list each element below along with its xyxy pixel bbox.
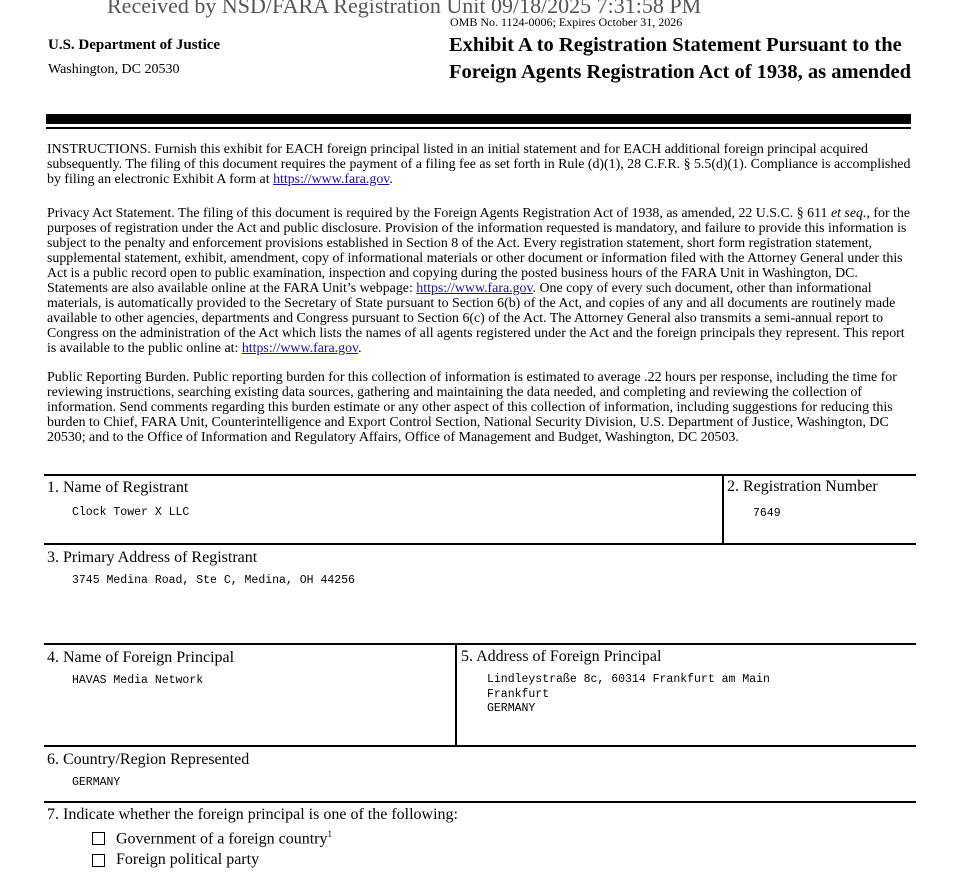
omb-number: OMB No. 1124-0006; Expires October 31, 2026 — [450, 15, 683, 29]
registrant-address-value: 3745 Medina Road, Ste C, Medina, OH 44256 — [72, 574, 355, 587]
registration-number-value: 7649 — [753, 507, 781, 520]
form-rule — [44, 801, 916, 803]
privacy-act-paragraph: Privacy Act Statement. The filing of this document is required by the Foreign Agents Registration Act of 1938, as amended, 22 U.S.C. § 611 et seq., for the purposes of registration under the Act and public disclosure. Provision of the information requested is mandatory, and failure to provide this information is subject to the penalty and enforcement provisions established in Section 8 of the Act. Every registration statement, short form registration statement, supplemental statement, exhibit, amendment, copy of informational materials or other document or information filed with the Attorney General under this Act is a public record open to public examination, inspection and copying during the posted business hours of the FARA Unit in Washington, DC. Statements are also available online at the FARA Unit’s webpage: https://www.fara.gov. One copy of every such document, other than informational materials, is automatically provided to the Secretary of State pursuant to Section 6(b) of the Act, and copies of any and all documents are routinely made available to other agencies, departments and Congress pursuant to Section 6(c) of the Act. The Attorney General also transmits a semi-annual report to Congress on the administration of the Act which lists the names of all agents registered under the Act and the foreign principals they represent. This report is available to the public online at: https://www.fara.gov. — [47, 206, 911, 356]
foreign-principal-name-label: 4. Name of Foreign Principal — [47, 649, 235, 666]
received-stamp: Received by NSD/FARA Registration Unit 09/18/2025 7:31:58 PM — [107, 0, 702, 18]
country-represented-value: GERMANY — [72, 776, 121, 789]
department-name: U.S. Department of Justice — [48, 37, 221, 53]
foreign-principal-address-value: Lindleystraße 8c, 60314 Frankfurt am Main Frankfurt GERMANY — [487, 673, 770, 715]
country-represented-label: 6. Country/Region Represented — [47, 751, 250, 768]
fara-link[interactable]: https://www.fara.gov — [241, 341, 359, 356]
header-rule-thin — [46, 127, 911, 129]
registration-number-label: 2. Registration Number — [727, 478, 878, 495]
government-option-label: Government of a foreign country$^1$ — [116, 829, 332, 848]
foreign-principal-name-value: HAVAS Media Network — [72, 674, 204, 687]
fara-link[interactable]: https://www.fara.gov — [273, 172, 390, 187]
government-checkbox[interactable] — [92, 832, 105, 845]
form-divider — [722, 474, 724, 545]
registrant-name-value: Clock Tower X LLC — [72, 506, 190, 519]
form-rule — [44, 474, 916, 476]
department-city: Washington, DC 20530 — [48, 62, 180, 77]
form-divider — [455, 643, 457, 747]
principal-type-question: 7. Indicate whether the foreign principal is one of the following: — [47, 806, 458, 823]
political-party-checkbox[interactable] — [92, 854, 105, 867]
political-party-option-label: Foreign political party — [116, 851, 260, 868]
form-rule — [44, 543, 916, 545]
footnote-marker: 1 — [327, 829, 332, 839]
form-rule — [44, 745, 916, 747]
registrant-address-label: 3. Primary Address of Registrant — [47, 549, 258, 566]
registrant-name-label: 1. Name of Registrant — [47, 479, 189, 496]
fara-link[interactable]: https://www.fara.gov — [416, 281, 533, 296]
instructions-paragraph: INSTRUCTIONS. Furnish this exhibit for EACH foreign principal listed in an initial statement and for EACH additional foreign principal acquired subsequently. The filing of this document requires the payment of a filing fee as set forth in Rule (d)(1), 28 C.F.R. § 5.5(d)(1). Compliance is accomplished by filing an electronic Exhibit A form at https://www.fara.gov. — [47, 142, 911, 187]
header-rule — [46, 114, 911, 124]
foreign-principal-address-label: 5. Address of Foreign Principal — [461, 648, 662, 665]
form-rule — [44, 643, 916, 645]
page-title: Exhibit A to Registration Statement Pursuant to the Foreign Agents Registration Act of 1938, as amended — [449, 34, 911, 83]
reporting-burden-paragraph: Public Reporting Burden. Public reporting burden for this collection of information is estimated to average .22 hours per response, including the time for reviewing instructions, searching existing data sources, gathering and maintaining the data needed, and completing and reviewing the collection of information. Send comments regarding this burden estimate or any other aspect of this collection of information, including suggestions for reducing this burden to Chief, FARA Unit, Counterintelligence and Export Control Section, National Security Division, U.S. Department of Justice, Washington, DC 20530; and to the Office of Information and Regulatory Affairs, Office of Management and Budget, Washington, DC 20503. — [47, 370, 897, 445]
